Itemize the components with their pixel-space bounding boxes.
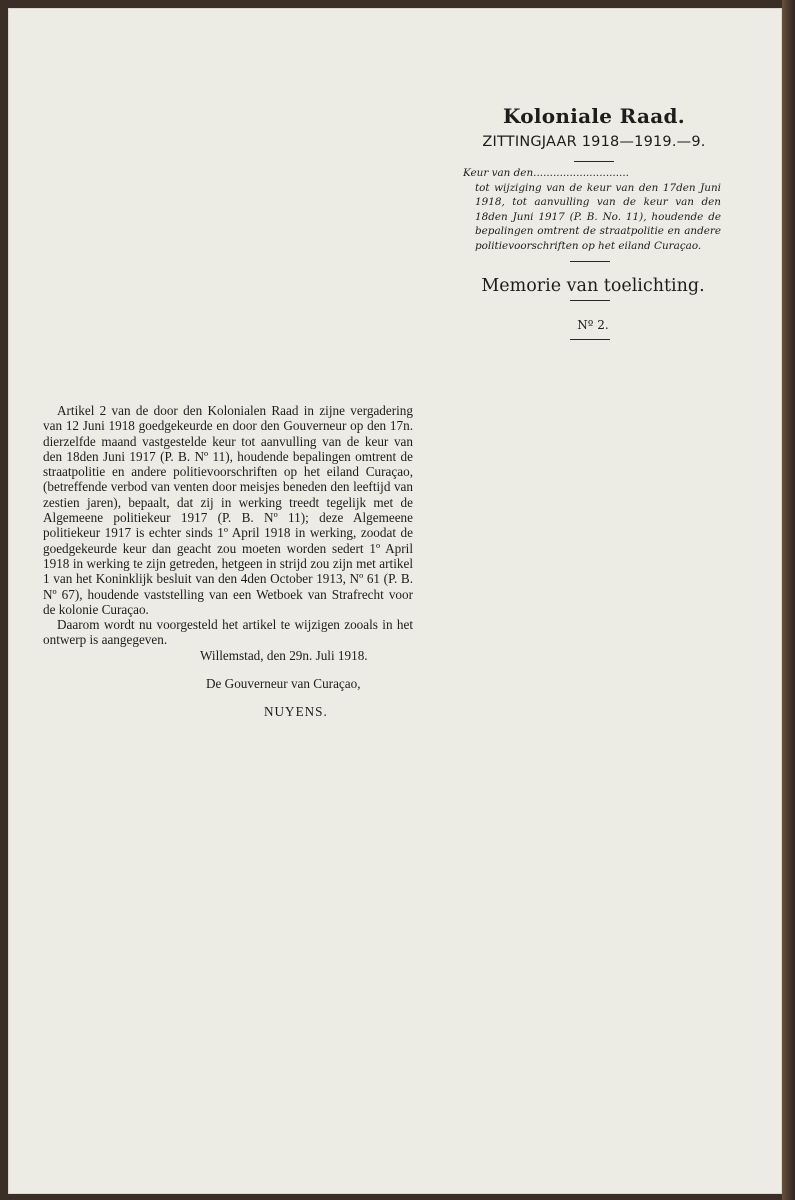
body-paragraph: Artikel 2 van de door den Kolonialen Raad in zijne vergadering van 12 Juni 1918 goedgekeurde en door den Gouverneur op den 17n. dierzelfde maand vastgestelde keur tot aanvulling van de keur van den 18den Juni 1917 (P. B. Nº 11), houdende bepalingen omtrent de straatpolitie en andere politievoorschriften op het eiland Curaçao, (betreffende verbod van venten door meisjes beneden den leeftijd van zestien jaren), bepaalt, dat zij in werking treedt tegelijk met de Algemeene politiekeur 1917 (P. B. Nº 11); deze Algemeene politiekeur 1917 is echter sinds 1º April 1918 in werking, zoodat de goedgekeurde keur dan geacht zou moeten worden sedert 1º April 1918 in werking te zijn getreden, hetgeen in strijd zou zijn met artikel 1 van het Koninklijk besluit van den 4den October 1913, Nº 61 (P. B. Nº 67), houdende vaststelling van een Wetboek van Strafrecht voor de kolonie Curaçao. <box>43 403 413 617</box>
memorie-number: Nº 2. <box>577 318 609 332</box>
document-page <box>8 8 782 1194</box>
council-title: Koloniale Raad. <box>502 104 686 128</box>
binding-edge <box>782 0 795 1200</box>
body-text <box>43 403 413 648</box>
divider <box>574 161 614 162</box>
memorie-title: Memorie van toelichting. <box>481 276 705 296</box>
divider <box>570 339 610 340</box>
body-paragraph: Daarom wordt nu voorgesteld het artikel te wijzigen zooals in het ontwerp is aangegeven. <box>43 617 413 648</box>
keur-description <box>463 166 721 253</box>
keur-heading: Keur van den <box>463 167 534 179</box>
keur-text: tot wijziging van de keur van den 17den Juni 1918, tot aanvulling van de keur van den 18den Juni 1917 (P. B. No. 11), houdende de bepalingen omtrent de straatpolitie en andere politievoorschriften op het eiland Curaçao. <box>475 181 721 252</box>
signatory-name: NUYENS. <box>264 704 328 719</box>
keur-dots: ............................. <box>533 167 629 179</box>
place-date: Willemstad, den 29n. Juli 1918. <box>200 648 368 663</box>
session-line: ZITTINGJAAR 1918—1919.—9. <box>482 134 706 150</box>
signatory-title: De Gouverneur van Curaçao, <box>206 676 361 691</box>
header-block <box>458 104 730 173</box>
divider <box>570 300 610 301</box>
divider <box>570 261 610 262</box>
